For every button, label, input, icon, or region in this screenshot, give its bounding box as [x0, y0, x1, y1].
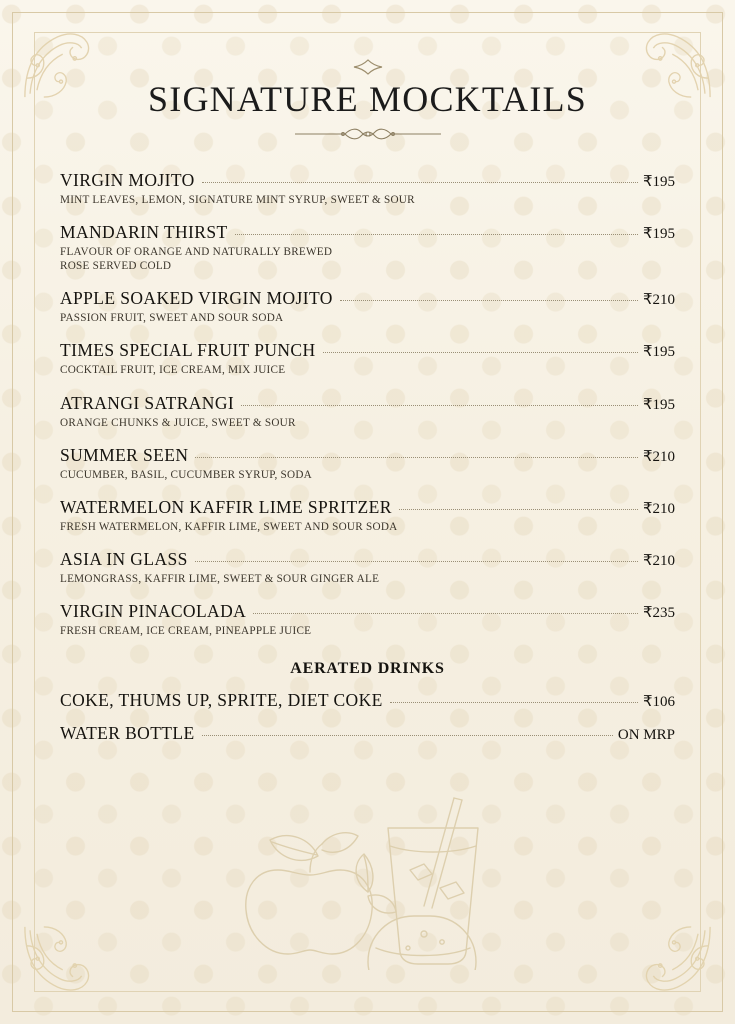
item-price: ₹106 — [642, 694, 675, 711]
list-item — [60, 445, 675, 482]
page-title: SIGNATURE MOCKTAILS — [148, 79, 587, 119]
list-item — [60, 497, 675, 534]
item-price: ₹210 — [642, 292, 675, 309]
leader-dots — [241, 405, 638, 406]
item-name: VIRGIN PINACOLADA — [60, 600, 247, 621]
item-description: COCKTAIL FRUIT, ICE CREAM, MIX JUICE — [60, 364, 286, 377]
item-price: ₹195 — [642, 396, 675, 413]
item-description: MINT LEAVES, LEMON, SIGNATURE MINT SYRUP, SWEET & SOUR — [60, 194, 415, 206]
list-item — [60, 340, 675, 377]
item-description: CUCUMBER, BASIL, CUCUMBER SYRUP, SODA — [60, 468, 313, 481]
item-price: ₹210 — [642, 500, 675, 517]
list-item — [60, 549, 675, 586]
item-name: MANDARIN THIRST — [60, 222, 228, 243]
item-price: ₹235 — [642, 604, 675, 621]
title-ornament-top-icon — [348, 58, 388, 76]
item-price: ON MRP — [617, 727, 675, 744]
leader-dots — [340, 300, 638, 301]
aerated-drinks-list — [60, 690, 675, 744]
item-line — [60, 288, 675, 309]
leader-dots — [399, 509, 638, 510]
leader-dots — [195, 457, 638, 458]
item-name: WATER BOTTLE — [60, 723, 195, 744]
item-line — [60, 445, 675, 466]
list-item — [60, 723, 675, 744]
item-name: ASIA IN GLASS — [60, 548, 188, 569]
leader-dots — [235, 234, 638, 235]
title-ornament-bottom-icon — [293, 124, 443, 144]
item-name: TIMES SPECIAL FRUIT PUNCH — [60, 340, 316, 361]
list-item — [60, 690, 675, 711]
item-price: ₹210 — [642, 552, 675, 569]
item-description: FLAVOUR OF ORANGE AND NATURALLY BREWED ROSE SERVED COLD — [60, 246, 333, 273]
list-item — [60, 601, 675, 638]
item-description: ORANGE CHUNKS & JUICE, SWEET & SOUR — [60, 416, 296, 429]
corner-flourish-bottom-right — [631, 920, 717, 1006]
item-name: SUMMER SEEN — [60, 444, 189, 465]
item-line — [60, 690, 675, 711]
item-name: VIRGIN MOJITO — [60, 170, 195, 190]
list-item — [60, 170, 675, 207]
item-description: PASSION FRUIT, SWEET AND SOUR SODA — [60, 312, 284, 325]
item-line — [60, 393, 675, 414]
list-item — [60, 393, 675, 430]
item-name: WATERMELON KAFFIR LIME SPRITZER — [60, 496, 392, 517]
mocktail-list — [60, 170, 675, 638]
menu-content — [60, 58, 675, 756]
corner-flourish-bottom-left — [18, 920, 104, 1006]
item-line — [60, 723, 675, 744]
item-line — [60, 497, 675, 518]
item-line — [60, 170, 675, 191]
item-price: ₹195 — [642, 344, 675, 361]
leader-dots — [323, 352, 638, 353]
item-line — [60, 222, 675, 243]
item-price: ₹210 — [642, 448, 675, 465]
leader-dots — [195, 561, 638, 562]
item-name: COKE, THUMS UP, SPRITE, DIET COKE — [60, 690, 383, 711]
leader-dots — [202, 735, 613, 736]
section-heading-aerated-drinks: AERATED DRINKS — [290, 660, 445, 678]
item-line — [60, 549, 675, 570]
item-description: FRESH WATERMELON, KAFFIR LIME, SWEET AND SOUR SODA — [60, 520, 398, 533]
leader-dots — [390, 702, 638, 703]
item-line — [60, 340, 675, 361]
item-price: ₹195 — [642, 226, 675, 243]
list-item — [60, 222, 675, 273]
item-name: ATRANGI SATRANGI — [60, 392, 235, 413]
item-name: APPLE SOAKED VIRGIN MOJITO — [60, 288, 333, 309]
item-line — [60, 601, 675, 622]
item-description: FRESH CREAM, ICE CREAM, PINEAPPLE JUICE — [60, 624, 312, 637]
item-description: LEMONGRASS, KAFFIR LIME, SWEET & SOUR GINGER ALE — [60, 572, 380, 585]
leader-dots — [253, 613, 638, 614]
leader-dots — [202, 182, 638, 183]
item-price: ₹195 — [642, 174, 675, 190]
list-item — [60, 288, 675, 325]
